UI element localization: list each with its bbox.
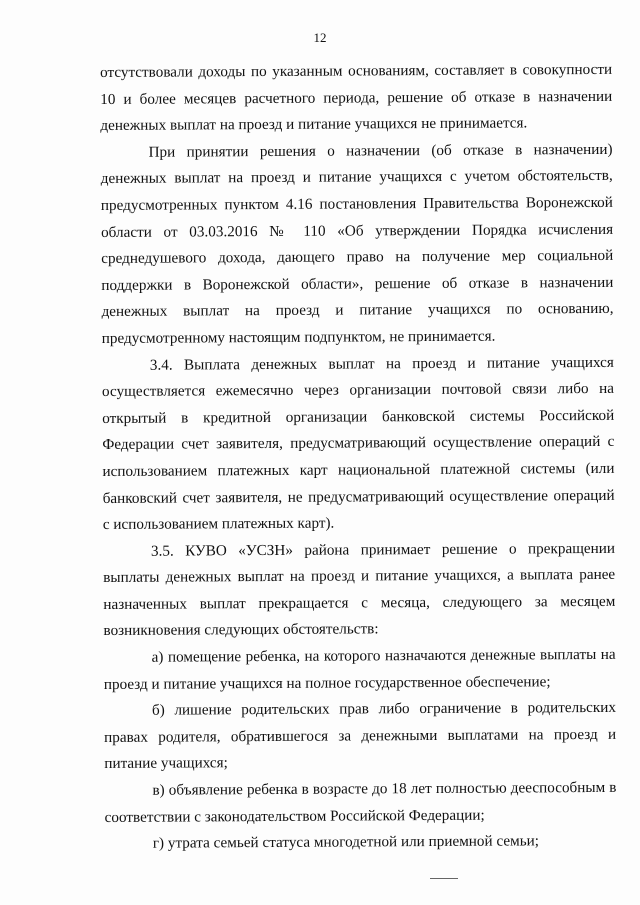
paragraph-decision-rule: При принятии решения о назначении (об отказе в назначении) денежных выплат на проезд и питание учащихся с учетом обстоятельств, предусмотренных пунктом 4.16 постановления Правительства Воронежской области от 03.03.2016 № 110 «Об утверждении Порядка исчисления среднедушевого дохода, дающего право на получение мер социальной поддержки в Воронежской области», решение об отказе в назначении денежных выплат на проезд и питание учащихся по основанию, предусмотренному настоящим подпунктом, не принимается.	[100, 140, 614, 347]
list-item-b: б) лишение родительских прав либо ограничение в родительских правах родителя, обратившегося за денежными выплатами на проезд и питание учащихся;	[104, 699, 617, 773]
paragraph-3-4: 3.4. Выплата денежных выплат на проезд и питание учащихся осуществляется ежемесячно через организации почтовой связи либо на открытый в кредитной организации банковской системы Российской Федерации счет заявителя, предусматривающий осуществление операций с использованием платежных карт национальной платежной системы (или банковский счет заявителя, не предусматривающий осуществление операций с использованием платежных карт).	[101, 353, 615, 534]
footer-mark	[430, 878, 458, 879]
paragraph-continuation: отсутствовали доходы по указанным основаниям, составляет в совокупности 10 и более месяцев расчетного периода, решение об отказе в назначении денежных выплат на проезд и питание учащихся не принимается.	[100, 60, 613, 135]
paragraph-3-5: 3.5. КУВО «УСЗН» района принимает решение о прекращении выплаты денежных выплат на проезд и питание учащихся, а выплата ранее назначенных выплат прекращается с месяца, следующего за месяцем возникновения следующих обстоятельств:	[103, 539, 616, 640]
document-body	[100, 57, 617, 858]
list-item-v: в) объявление ребенка в возрасте до 18 лет полностью дееспособным в соответствии с законодательством Российской Федерации;	[104, 778, 617, 826]
list-item-g: г) утрата семьей статуса многодетной или приемной семьи;	[152, 832, 540, 852]
list-item-a: а) помещение ребенка, на которого назначаются денежные выплаты на проезд и питание учащихся на полное государственное обеспечение;	[103, 645, 616, 693]
page-number: 12	[313, 30, 327, 45]
